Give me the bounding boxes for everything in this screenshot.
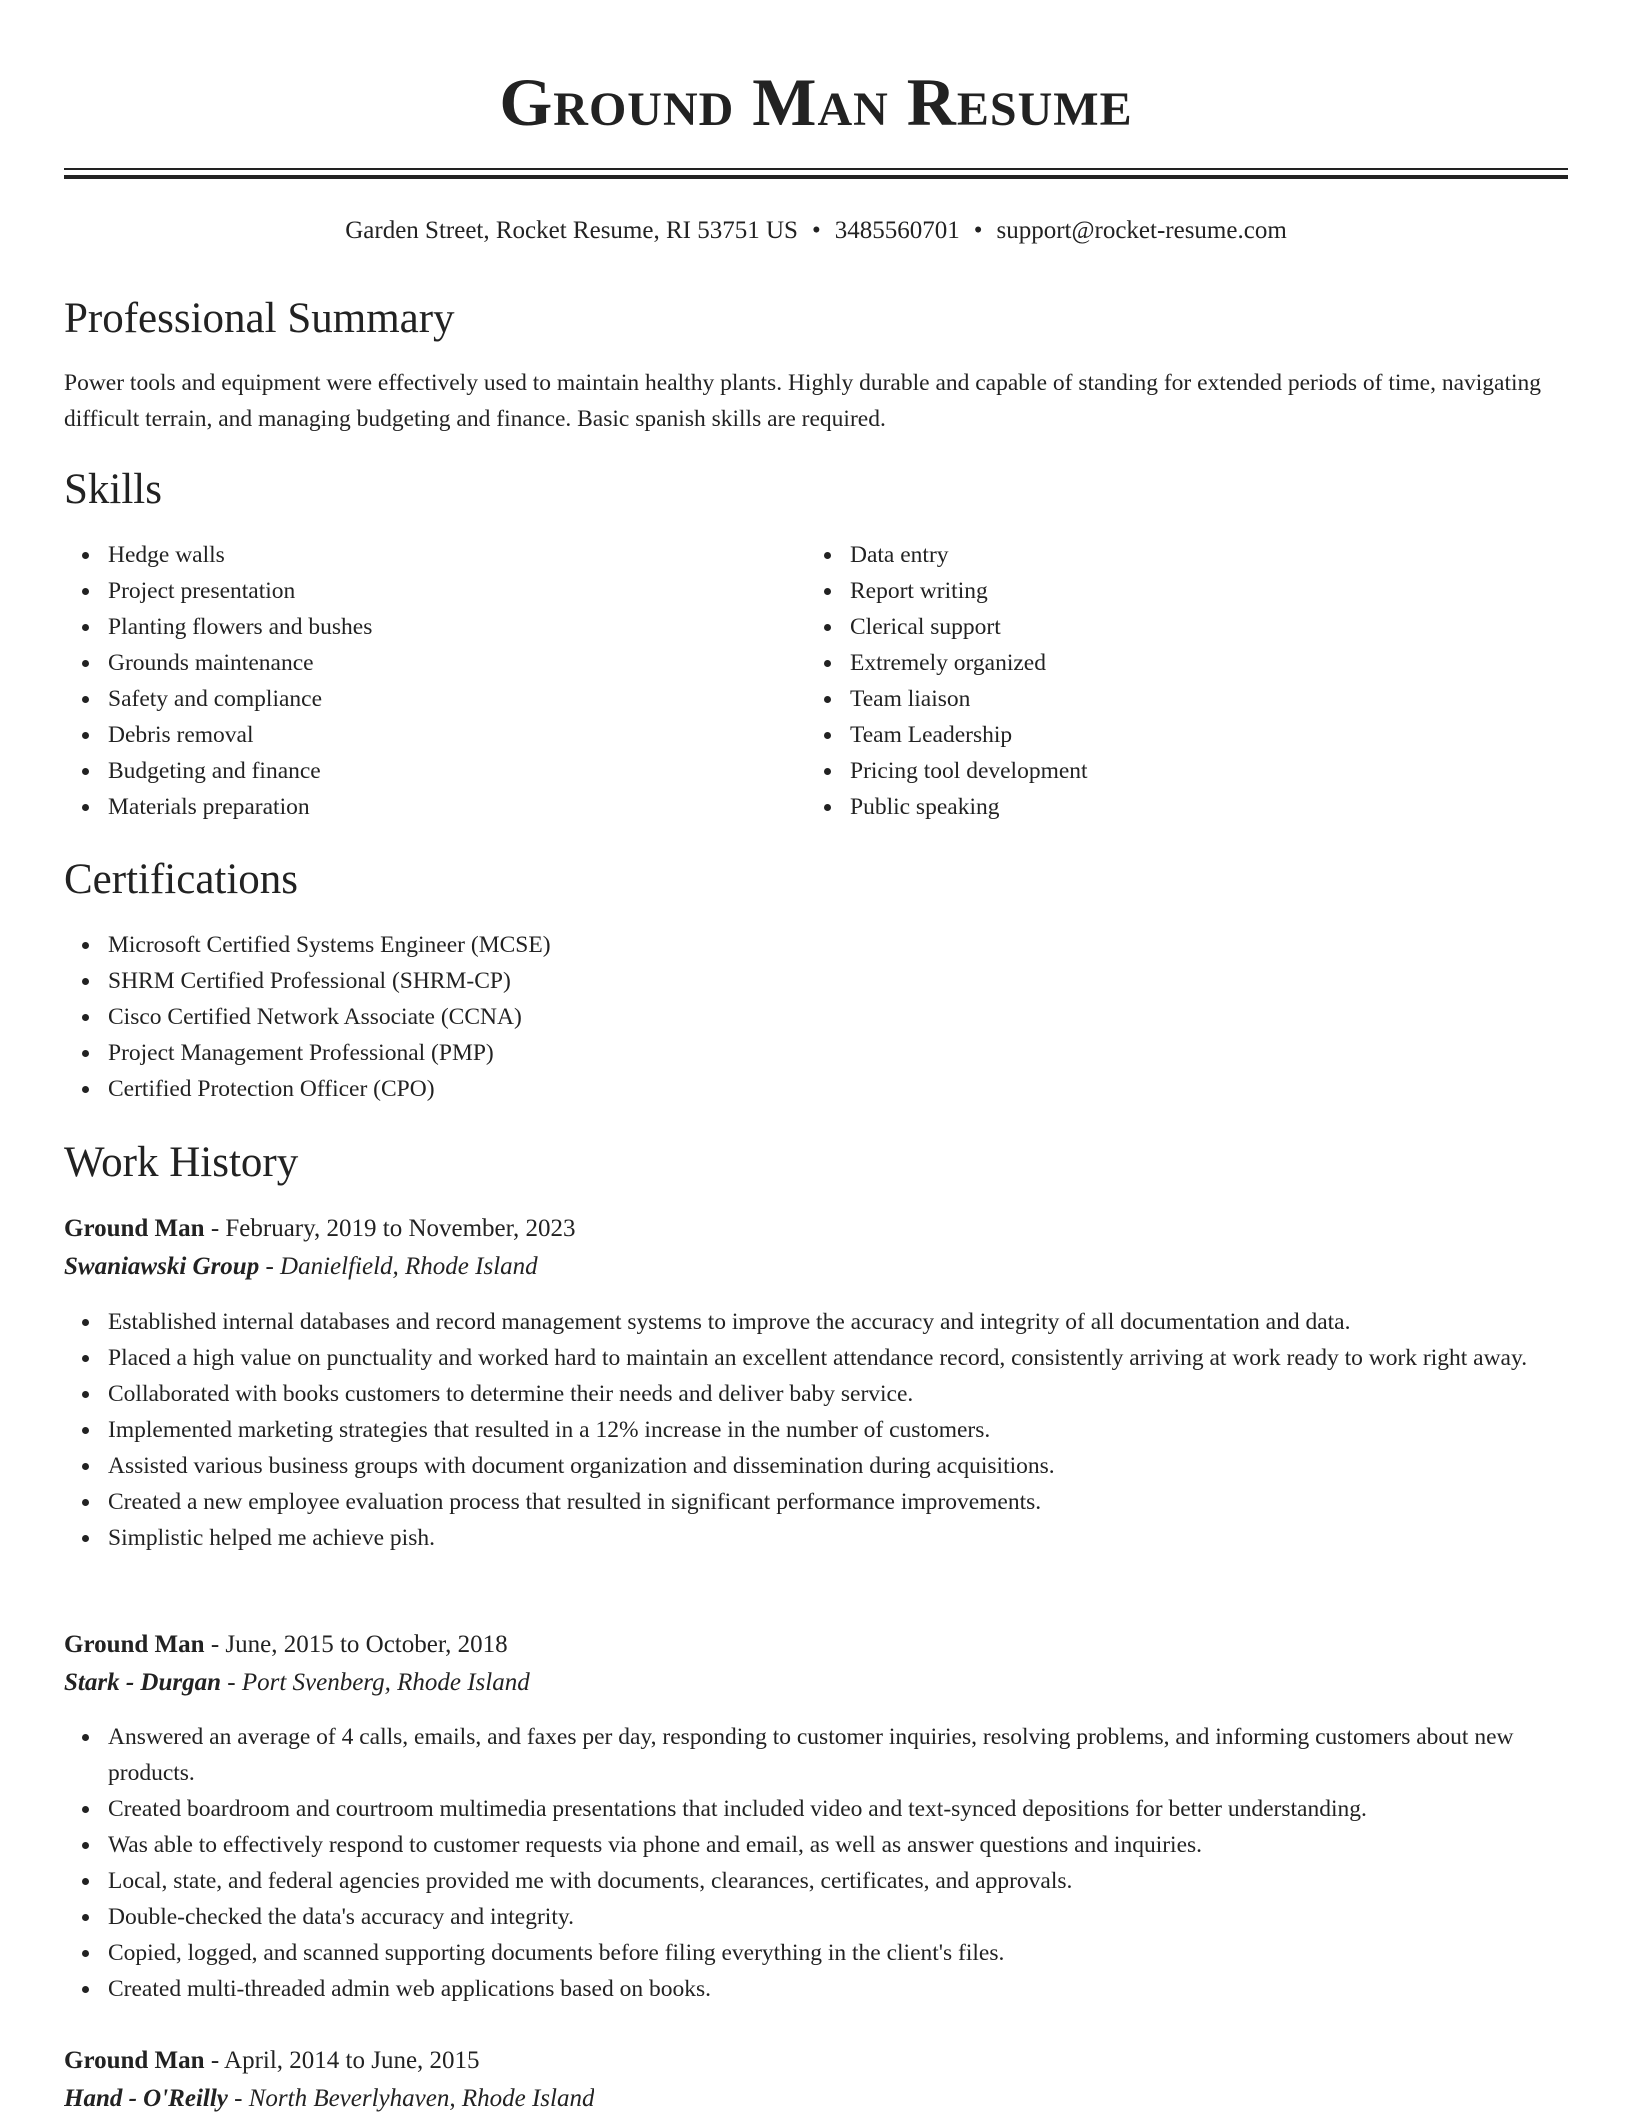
job-title-line [64, 1211, 575, 1247]
job-company-line [64, 1249, 538, 1285]
job-company: Hand - O'Reilly [64, 2085, 228, 2112]
certification-item: Cisco Certified Network Associate (CCNA) [108, 999, 1568, 1035]
skill-item: Grounds maintenance [108, 645, 788, 681]
job-bullet: Created boardroom and courtroom multimedia presentations that included video and text-synced depositions for better understanding. [108, 1791, 1568, 1827]
skill-item: Pricing tool development [850, 753, 1550, 789]
skill-item: Public speaking [850, 789, 1550, 825]
skill-item: Team liaison [850, 681, 1550, 717]
job-bullet: Answered an average of 4 calls, emails, and faxes per day, responding to customer inquiries, resolving problems, and informing customers about new products. [108, 1719, 1568, 1791]
skill-item: Safety and compliance [108, 681, 788, 717]
skill-item: Team Leadership [850, 717, 1550, 753]
work-history-heading: Work History [64, 1139, 299, 1186]
job-title-line [64, 1627, 508, 1663]
job-bullet: Created multi-threaded admin web applications based on books. [108, 1971, 1568, 2007]
job-bullet: Local, state, and federal agencies provided me with documents, clearances, certificates, and approvals. [108, 1863, 1568, 1899]
skill-item: Report writing [850, 573, 1550, 609]
job-title: Ground Man [64, 2047, 205, 2074]
contact-address: Garden Street, Rocket Resume, RI 53751 US [345, 217, 798, 244]
job-bullets [64, 1304, 1568, 1556]
job-bullet: Copied, logged, and scanned supporting documents before filing everything in the client's files. [108, 1935, 1568, 1971]
certification-item: SHRM Certified Professional (SHRM-CP) [108, 963, 1568, 999]
job-company: Swaniawski Group [64, 1253, 260, 1280]
job-location: - Danielfield, Rhode Island [259, 1253, 538, 1280]
job-bullet: Simplistic helped me achieve pish. [108, 1520, 1568, 1556]
title-divider-thin [64, 168, 1568, 170]
resume-title: Ground Man Resume [499, 64, 1133, 140]
job-company-line [64, 2081, 594, 2112]
contact-phone: 3485560701 [834, 217, 960, 244]
job-bullet: Double-checked the data's accuracy and integrity. [108, 1899, 1568, 1935]
job-bullet: Was able to effectively respond to customer requests via phone and email, as well as answer questions and inquiries. [108, 1827, 1568, 1863]
skill-item: Data entry [850, 537, 1550, 573]
skill-item: Planting flowers and bushes [108, 609, 788, 645]
job-bullet: Created a new employee evaluation process that resulted in significant performance improvements. [108, 1484, 1568, 1520]
job-title: Ground Man [64, 1631, 205, 1658]
job-company-line [64, 1665, 530, 1701]
contact-email: support@rocket-resume.com [996, 217, 1287, 244]
summary-heading: Professional Summary [64, 295, 455, 342]
job-location: - North Beverlyhaven, Rhode Island [227, 2085, 595, 2112]
summary-text: Power tools and equipment were effectively used to maintain healthy plants. Highly durable and capable of standing for extended periods of time, navigating difficult terrain, and managing budgeting and finance. Basic spanish skills are required. [64, 370, 1542, 432]
job-bullet: Assisted various business groups with document organization and dissemination during acquisitions. [108, 1448, 1568, 1484]
certification-item: Certified Protection Officer (CPO) [108, 1071, 1568, 1107]
title-divider-thick [64, 175, 1568, 179]
job-bullet: Placed a high value on punctuality and worked hard to maintain an excellent attendance record, consistently arriving at work ready to work right away. [108, 1340, 1568, 1376]
contact-separator: • [811, 217, 821, 244]
job-dates: - April, 2014 to June, 2015 [204, 2047, 480, 2074]
job-bullets [64, 1719, 1568, 2007]
job-bullet: Established internal databases and record management systems to improve the accuracy and integrity of all documentation and data. [108, 1304, 1568, 1340]
skill-item: Extremely organized [850, 645, 1550, 681]
skills-list-right [806, 537, 1550, 825]
certification-item: Microsoft Certified Systems Engineer (MCSE) [108, 927, 1568, 963]
job-bullet: Implemented marketing strategies that resulted in a 12% increase in the number of customers. [108, 1412, 1568, 1448]
certifications-heading: Certifications [64, 856, 299, 903]
certification-item: Project Management Professional (PMP) [108, 1035, 1568, 1071]
skills-list-left [64, 537, 788, 825]
job-company: Stark - Durgan [64, 1669, 221, 1696]
certifications-list [64, 927, 1568, 1107]
contact-separator: • [973, 217, 983, 244]
skill-item: Budgeting and finance [108, 753, 788, 789]
job-location: - Port Svenberg, Rhode Island [221, 1669, 530, 1696]
job-bullet: Collaborated with books customers to determine their needs and deliver baby service. [108, 1376, 1568, 1412]
skill-item: Debris removal [108, 717, 788, 753]
job-title-line [64, 2043, 480, 2079]
job-dates: - February, 2019 to November, 2023 [204, 1215, 576, 1242]
job-title: Ground Man [64, 1215, 205, 1242]
skill-item: Materials preparation [108, 789, 788, 825]
skill-item: Clerical support [850, 609, 1550, 645]
job-dates: - June, 2015 to October, 2018 [204, 1631, 508, 1658]
skill-item: Hedge walls [108, 537, 788, 573]
contact-line [0, 214, 1632, 248]
skill-item: Project presentation [108, 573, 788, 609]
skills-heading: Skills [64, 466, 162, 513]
